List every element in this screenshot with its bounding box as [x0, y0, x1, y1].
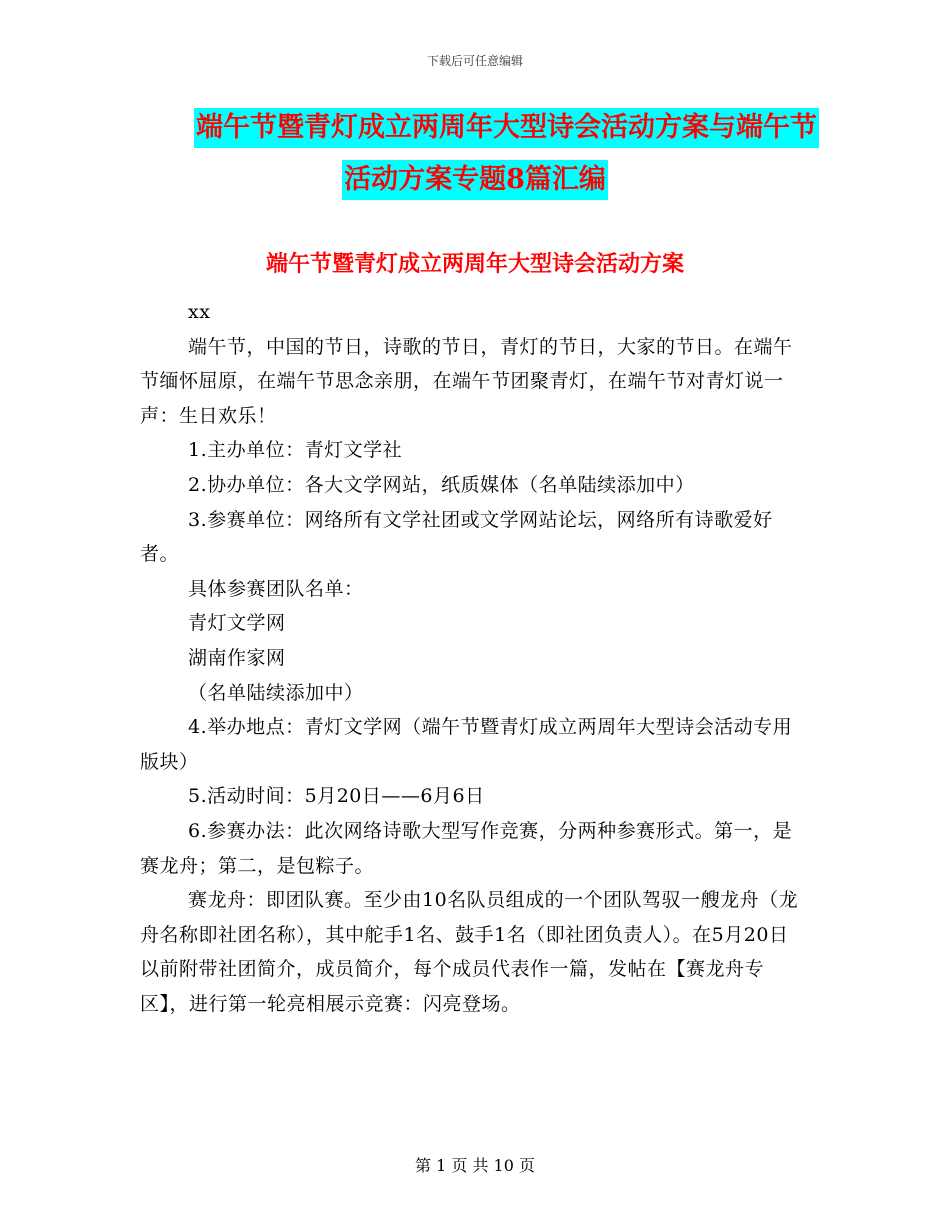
paragraph-team-1: 青灯文学网	[188, 612, 286, 635]
paragraph-intro: 端午节，中国的节日，诗歌的节日，青灯的节日，大家的节日。在端午节缅怀屈原，在端午节思念亲朋，在端午节团聚青灯，在端午节对青灯说一声：生日欢乐！	[140, 335, 793, 427]
paragraph-team-list-heading: 具体参赛团队名单：	[188, 577, 364, 600]
paragraph-host: 1.主办单位：青灯文学社	[188, 439, 403, 462]
paragraph-participants: 3.参赛单位：网络所有文学社团或文学网站论坛，网络所有诗歌爱好者。	[140, 508, 773, 566]
paragraph-dragon-boat: 赛龙舟：即团队赛。至少由10名队员组成的一个团队驾驭一艘龙舟（龙舟名称即社团名称），其中舵手1名、鼓手1名（即社团负责人）。在5月20日以前附带社团简介，成员简介，每个成员代表作一篇，发帖在【赛龙舟专区】，进行第一轮亮相展示竞赛：闪亮登场。	[140, 889, 799, 1015]
paragraph-venue: 4.举办地点：青灯文学网（端午节暨青灯成立两周年大型诗会活动专用版块）	[140, 716, 793, 773]
paragraph-co-host: 2.协办单位：各大文学网站，纸质媒体（名单陆续添加中）	[188, 473, 695, 496]
page-footer: 第 1 页 共 10 页	[415, 1156, 535, 1175]
header-note: 下载后可任意编辑	[426, 54, 523, 68]
section-title: 端午节暨青灯成立两周年大型诗会活动方案	[265, 251, 684, 277]
document-title	[140, 108, 817, 200]
paragraph-method: 6.参赛办法：此次网络诗歌大型写作竞赛，分两种参赛形式。第一，是赛龙舟；第二，是包粽子。	[140, 819, 793, 877]
title-line-1: 端午节暨青灯成立两周年大型诗会活动方案与端午节	[194, 108, 819, 148]
paragraph-team-more: （名单陆续添加中）	[188, 681, 364, 704]
document-body	[140, 295, 800, 1021]
paragraph-time: 5.活动时间：5月20日——6月6日	[188, 785, 485, 808]
title-line-2: 活动方案专题8篇汇编	[342, 160, 608, 200]
paragraph-team-2: 湖南作家网	[188, 646, 286, 669]
paragraph-date: xx	[188, 301, 211, 323]
